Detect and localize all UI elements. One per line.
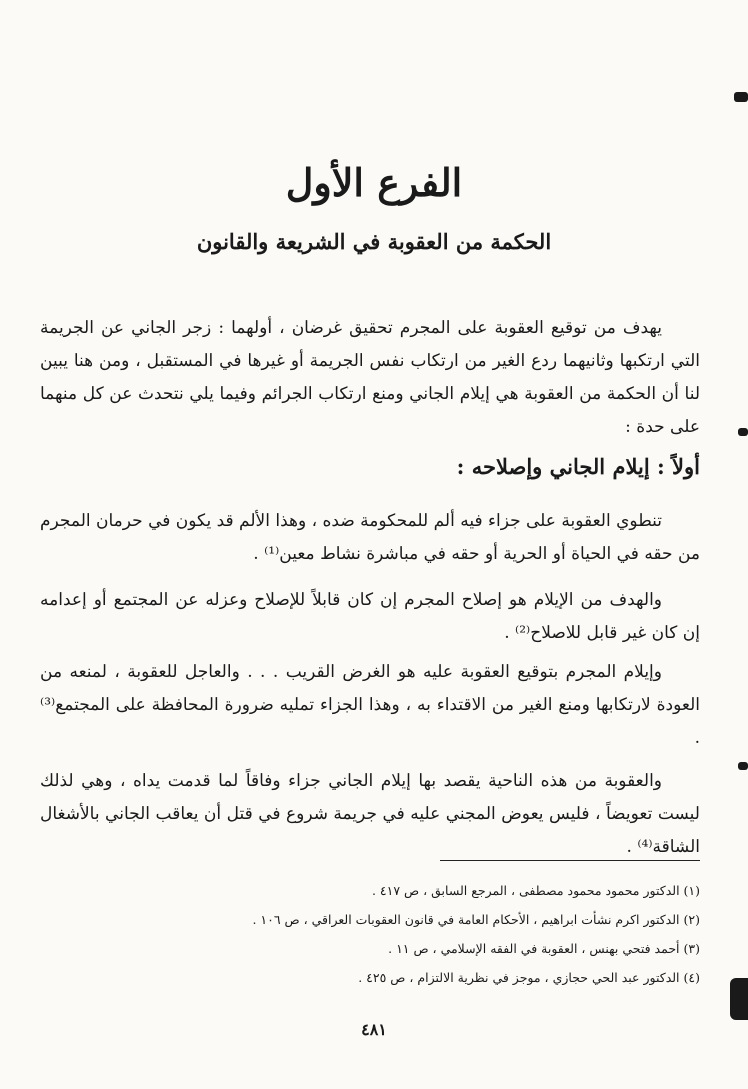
footnotes-list [40,876,700,992]
footnote-item: (٤) الدكتور عبد الحي حجازي ، موجز في نظرية الالتزام ، ص ٤٢٥ . [358,970,700,985]
intro-paragraph [40,312,700,444]
paragraph [40,584,700,650]
scan-mark [730,978,748,1020]
footnote-separator [440,860,700,861]
footnote-item: (٣) أحمد فتحي بهنس ، العقوبة في الفقه الإسلامي ، ص ١١ . [388,941,700,956]
intro-text: يهدف من توقيع العقوبة على المجرم تحقيق غرضان ، أولهما : زجر الجاني عن الجريمة التي ارتكبها وثانيهما ردع الغير من ارتكاب نفس الجريمة أو غيرها في المستقبل ، ومن هنا يبين لنا أن الحكمة من العقوبة هي إيلام الجاني ومنع ارتكاب الجرائم وفيما يلي نتحدث عن كل منهما على حدة : [40,318,700,437]
paragraph-text: والهدف من الإيلام هو إصلاح المجرم إن كان قابلاً للإصلاح وعزله عن المجتمع أو إعدامه إن كان غير قابل للاصلاح⁽²⁾ . [40,590,700,643]
page-number: ٤٨١ [361,1020,387,1039]
paragraph-text: والعقوبة من هذه الناحية يقصد بها إيلام الجاني جزاء وفاقاً لما قدمت يداه ، وهي لذلك ليست تعويضاً ، فليس يعوض المجني عليه في جريمة شروع في قتل أن يعاقب الجاني بالأشغال الشاقة⁽⁴⁾ . [40,771,700,857]
subsection-heading: أولاً : إيلام الجاني وإصلاحه : [456,454,700,479]
footnote-item: (٢) الدكتور اكرم نشأت ابراهيم ، الأحكام العامة في قانون العقوبات العراقي ، ص ١٠٦ . [252,912,700,927]
paragraph-text: تنطوي العقوبة على جزاء فيه ألم للمحكومة ضده ، وهذا الألم قد يكون في حرمان المجرم من حقه في الحياة أو الحرية أو حقه في مباشرة نشاط معين⁽¹⁾ . [40,511,700,564]
paragraph [40,656,700,755]
paragraph-text: وإيلام المجرم بتوقيع العقوبة عليه هو الغرض القريب . . . والعاجل للعقوبة ، لمنعه من العودة لارتكابها ومنع الغير من الاقتداء به ، وهذا الجزاء تمليه ضرورة المحافظة على المجتمع⁽³⁾ . [40,662,700,748]
footnote-item: (١) الدكتور محمود محمود مصطفى ، المرجع السابق ، ص ٤١٧ . [371,883,700,898]
scan-mark [738,762,748,770]
section-title: الفرع الأول [285,160,463,205]
section-subtitle: الحكمة من العقوبة في الشريعة والقانون [196,229,552,254]
scan-mark [738,428,748,436]
paragraph [40,765,700,864]
paragraph [40,505,700,571]
scan-mark [734,92,748,102]
